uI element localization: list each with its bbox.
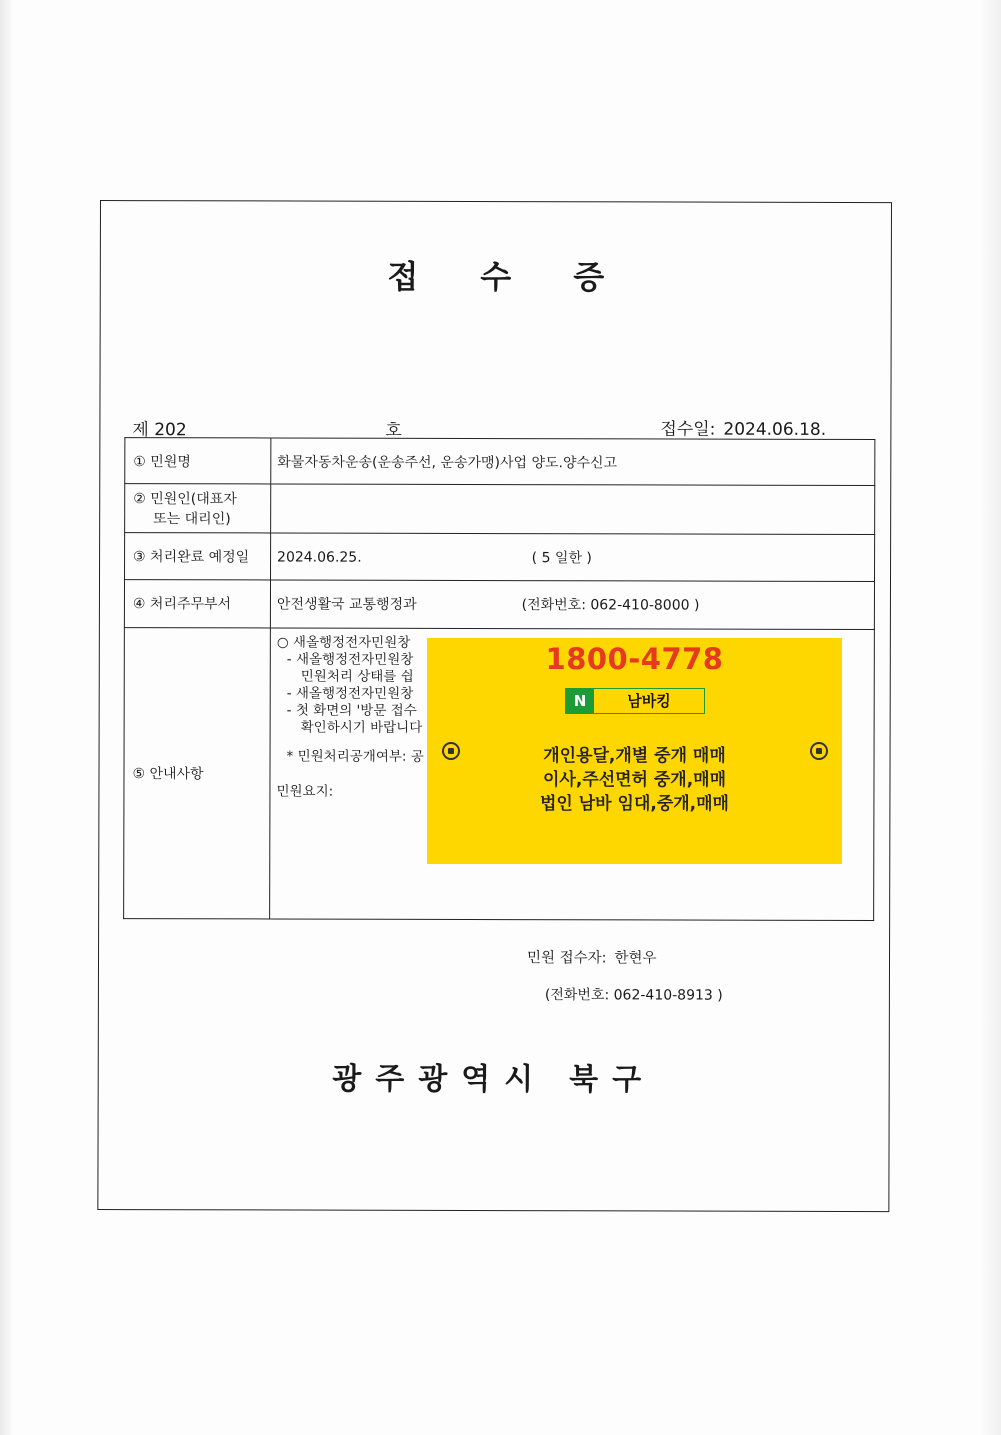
issuer-district: 북구 (569, 1062, 656, 1098)
receiver (527, 946, 657, 967)
due-date-value: 2024.06.25. (277, 549, 362, 566)
table-row (125, 484, 875, 535)
department-phone: (전화번호: 062-410-8000 ) (521, 597, 700, 614)
receipt-number: 제 202 (132, 420, 187, 441)
row-label: ⑤ 안내사항 (124, 627, 271, 919)
ad-text (427, 744, 842, 816)
guide-line: - 새올행정전자민원창 (286, 651, 414, 668)
ad-line: 개인용달,개별 중개 매매 (543, 746, 726, 766)
receipt-date (660, 414, 826, 439)
applicant-label-line1: ② 민원인(대표자 (133, 491, 237, 508)
guide-line: 확인하시기 바랍니다 (300, 719, 423, 736)
petition-name-value: 화물자동차운송(운송주선, 운송가맹)사업 양도.양수신고 (271, 438, 875, 486)
ad-brand-name: 남바킹 (627, 692, 671, 710)
ad-phone-number: 1800-4778 (545, 642, 724, 676)
receipt-ho: 호 (385, 420, 402, 441)
table-row (125, 438, 875, 486)
row-label: ④ 처리주무부서 (124, 579, 270, 628)
guide-line: - 새올행정전자민원창 (286, 685, 414, 702)
row-label: ③ 처리완료 예정일 (125, 533, 271, 580)
issuer (99, 1053, 889, 1099)
department-value: 안전생활국 교통행정과 (276, 596, 417, 614)
receiver-phone: (전화번호: 062-410-8913 ) (544, 987, 723, 1004)
document-title: 접수증 (387, 257, 667, 297)
applicant-label-line2: 또는 대리인) (153, 511, 231, 528)
guide-line: * 민원처리공개여부: 공 (286, 748, 424, 765)
receiver-name: 한현우 (614, 950, 657, 967)
row-label (125, 484, 271, 534)
screw-icon (442, 742, 460, 760)
guide-line: - 첫 화면의 '방문 접수 (286, 702, 417, 719)
ad-line: 이사,주선면허 중개,매매 (542, 770, 727, 790)
screw-icon (810, 742, 828, 760)
receipt-date-label: 접수일: (660, 419, 716, 440)
issuer-city: 광주광역시 (332, 1061, 548, 1098)
guide-line: 민원처리 상태를 쉽 (300, 668, 414, 685)
due-date-cell (271, 533, 875, 581)
row-label: ① 민원명 (125, 438, 271, 485)
due-days: ( 5 일한 ) (531, 550, 592, 567)
advertisement-overlay (427, 638, 842, 864)
table-row (125, 533, 875, 581)
department-cell (270, 580, 874, 630)
guide-line: ○ 새올행정전자민원창 (276, 634, 411, 651)
n-logo-icon: N (566, 689, 594, 713)
receipt-date-value: 2024.06.18. (723, 419, 827, 440)
ad-line: 법인 남바 임대,중개,매매 (540, 794, 729, 814)
table-row (124, 579, 874, 629)
applicant-value (271, 484, 875, 535)
receiver-label: 민원 접수자: (526, 950, 607, 967)
summary-label: 민원요지: (276, 783, 334, 800)
ad-brand-badge (565, 688, 705, 714)
